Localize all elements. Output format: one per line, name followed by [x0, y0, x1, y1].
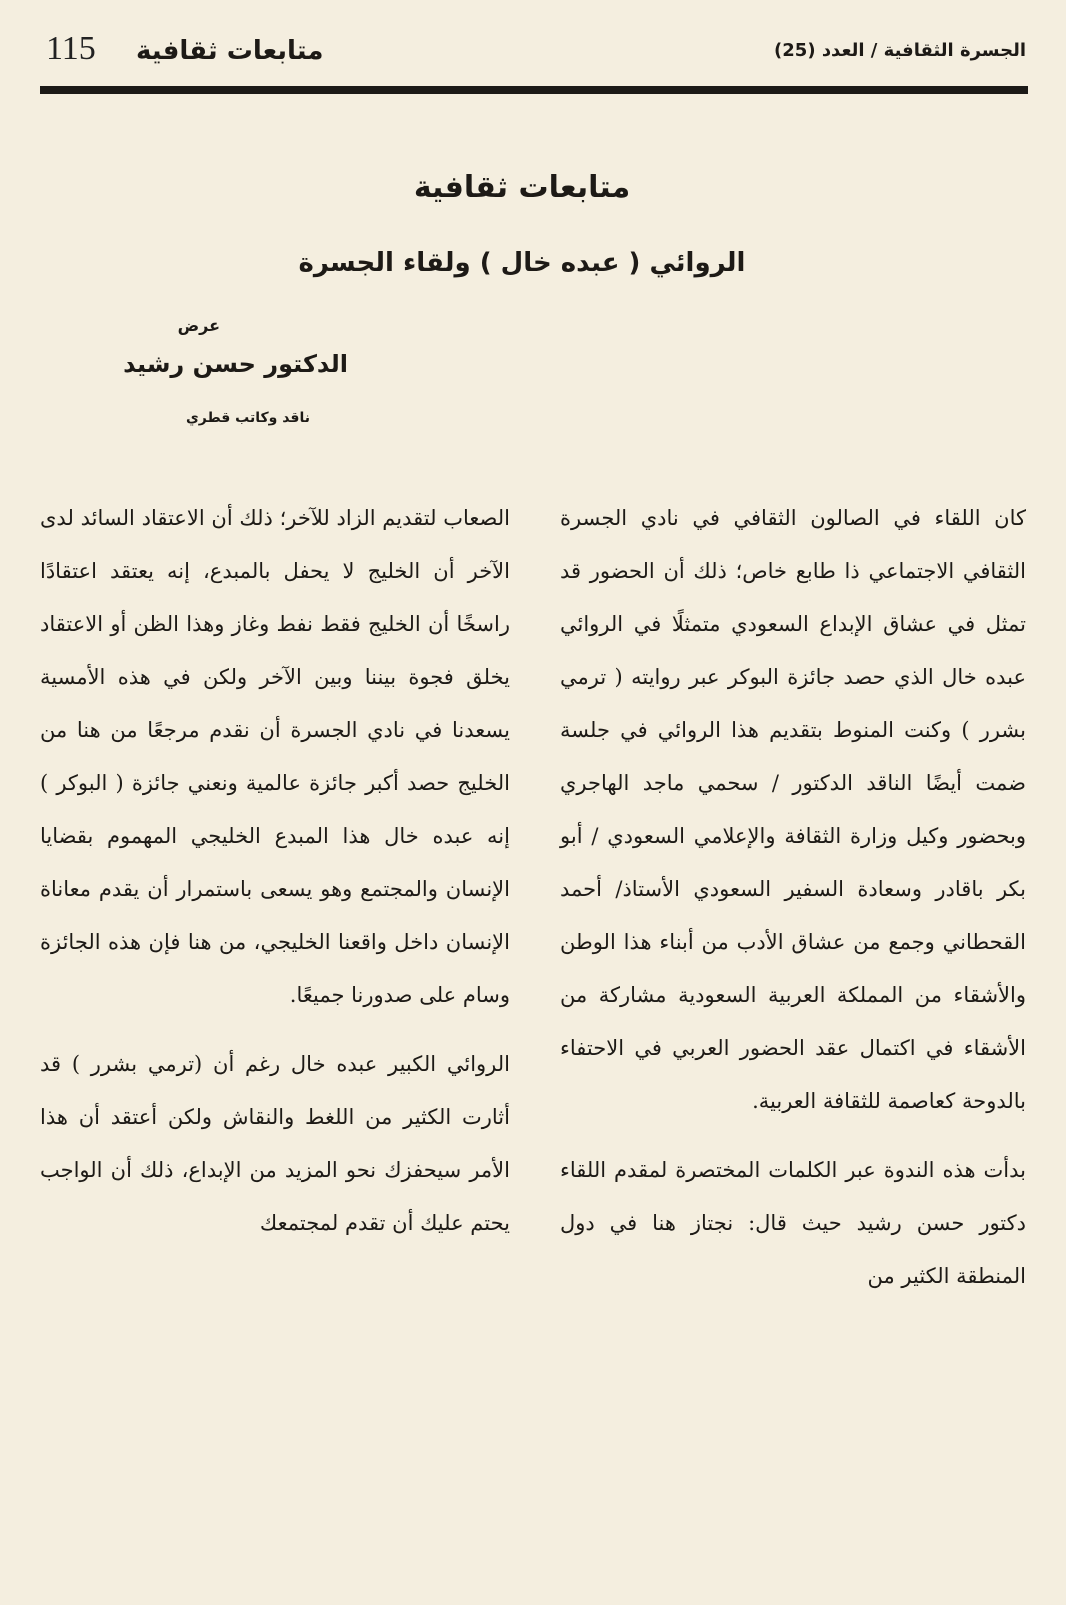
- page-number: 115: [46, 30, 96, 67]
- section-title: متابعات ثقافية: [413, 170, 631, 205]
- paragraph: الروائي الكبير عبده خال رغم أن (ترمي بشرر ) قد أثارت الكثير من اللغط والنقاش ولكن أعتقد أن هذا الأمر سيحفزك نحو المزيد من الإبداع، ذلك أن الواجب يحتم عليك أن تقدم لمجتمعك: [40, 1052, 510, 1235]
- right-column: [560, 492, 1026, 1319]
- author-role: ناقد وكاتب قطري: [185, 410, 310, 426]
- author-name: الدكتور حسن رشيد: [123, 350, 348, 378]
- paragraph: كان اللقاء في الصالون الثقافي في نادي الجسرة الثقافي الاجتماعي ذا طابع خاص؛ ذلك أن الحضور قد تمثل في عشاق الإبداع السعودي متمثلًا في الروائي عبده خال الذي حصد جائزة البوكر عبر روايته ( ترمي بشرر ) وكنت المنوط بتقديم هذا الروائي في جلسة ضمت أيضًا الناقد الدكتور / سحمي ماجد الهاجري وبحضور وكيل وزارة الثقافة والإعلامي السعودي / أبو بكر باقادر وسعادة السفير السعودي الأستاذ/ أحمد القحطاني وجمع من عشاق الأدب من أبناء هذا الوطن والأشقاء من المملكة العربية السعودية مشاركة من الأشقاء في اكتمال عقد الحضور العربي في الاحتفاء بالدوحة كعاصمة للثقافة العربية.: [560, 506, 1026, 1113]
- paragraph: بدأت هذه الندوة عبر الكلمات المختصرة لمقدم اللقاء دكتور حسن رشيد حيث قال: نجتاز هنا في دول المنطقة الكثير من: [560, 1158, 1026, 1288]
- left-column: [40, 492, 510, 1266]
- paragraph: الصعاب لتقديم الزاد للآخر؛ ذلك أن الاعتقاد السائد لدى الآخر أن الخليج لا يحفل بالمبدع، إنه يعتقد اعتقادًا راسخًا أن الخليج فقط نفط وغاز وهذا الظن أو الاعتقاد يخلق فجوة بيننا وبين الآخر ولكن في هذه الأمسية يسعدنا في نادي الجسرة أن نقدم مرجعًا من هنا من الخليج حصد أكبر جائزة عالمية ونعني جائزة ( البوكر ) إنه عبده خال هذا المبدع الخليجي المهموم بقضايا الإنسان والمجتمع وهو يسعى باستمرار أن يقدم معاناة الإنسان داخل واقعنا الخليجي، من هنا فإن هذه الجائزة وسام على صدورنا جميعًا.: [40, 506, 510, 1007]
- header-rule: [40, 86, 1028, 94]
- article-title: الروائي ( عبده خال ) ولقاء الجسرة: [298, 248, 746, 278]
- page-header: [40, 28, 1026, 78]
- running-section-label: متابعات ثقافية: [136, 36, 324, 66]
- journal-issue: الجسرة الثقافية / العدد (25): [774, 40, 1026, 61]
- byline-label: عرض: [177, 316, 220, 335]
